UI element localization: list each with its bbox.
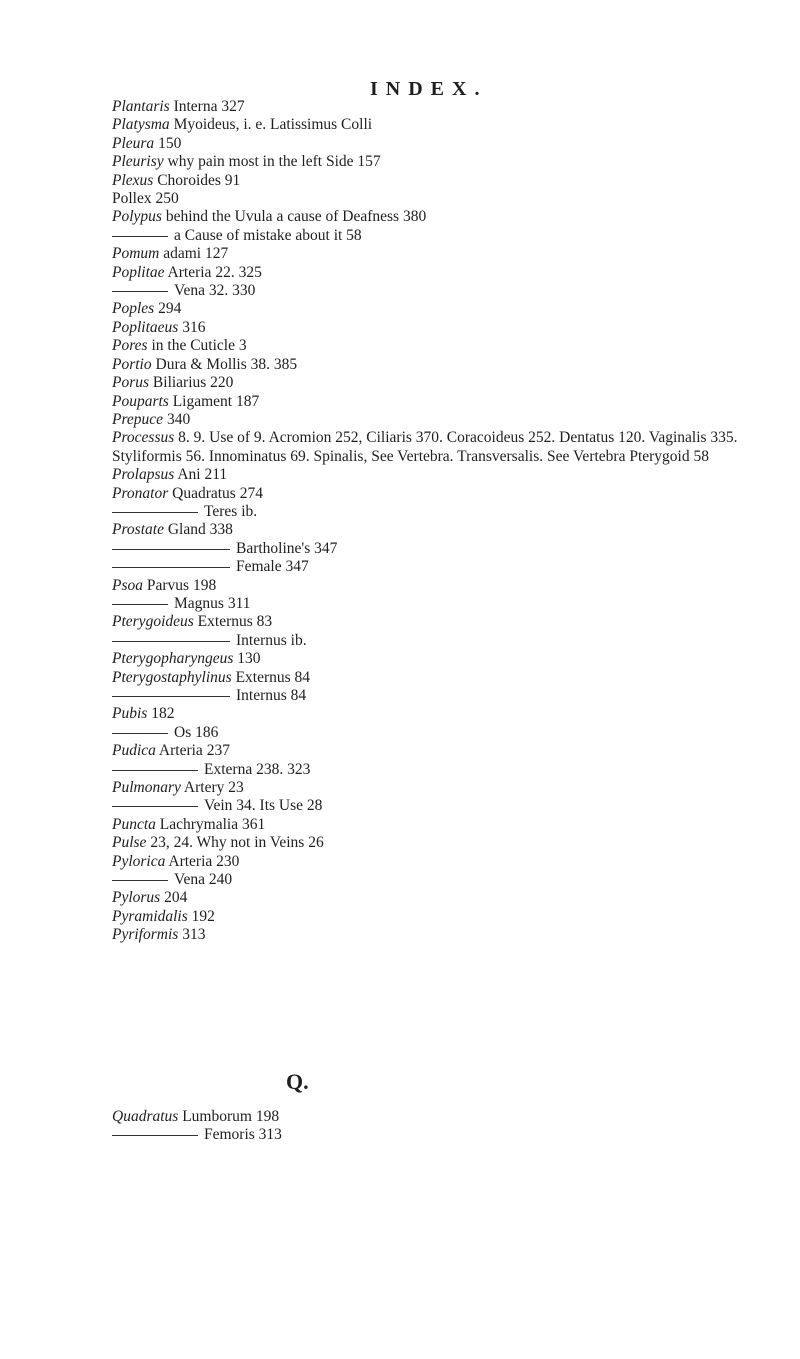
entry-text: Femoris 313 — [204, 1126, 282, 1144]
entry-text: Internus ib. — [236, 631, 307, 649]
index-entry — [112, 871, 800, 889]
index-entry — [112, 1108, 712, 1126]
entry-text: 8. 9. Use of 9. Acromion 252, Ciliaris 370. Coracoideus 252. Dentatus 120. Vaginalis 335. Styliformis 56. Innominatus 69. Spinalis, See Vertebra. Transversalis. See Vertebra Pterygoid 58 — [112, 429, 738, 465]
index-entry — [112, 889, 800, 907]
index-entry — [112, 816, 800, 834]
index-entry — [112, 208, 800, 226]
ditto-dash — [112, 291, 168, 292]
section-letter-q: Q. — [286, 1069, 309, 1094]
entry-keyword: Processus — [112, 429, 175, 447]
entry-text: in the Cuticle 3 — [147, 337, 247, 355]
index-entry — [112, 337, 800, 355]
entry-text: 316 — [178, 318, 206, 336]
entry-keyword: Psoa — [112, 576, 143, 594]
entry-text: Pollex 250 — [112, 190, 179, 208]
index-entry — [112, 540, 800, 558]
entry-keyword: Pyriformis — [112, 926, 179, 944]
entry-text: Biliarius 220 — [149, 374, 234, 392]
index-entry — [112, 282, 800, 300]
entry-keyword: Plantaris — [112, 98, 170, 115]
entry-text: 23, 24. Why not in Veins 26 — [146, 834, 324, 852]
index-entry — [112, 687, 800, 705]
index-entry — [112, 742, 800, 760]
entry-keyword: Prostate — [112, 521, 164, 539]
index-entry — [112, 135, 800, 153]
entry-text: 182 — [147, 705, 175, 723]
entry-keyword: Portio — [112, 355, 152, 373]
entry-text: Myoideus, i. e. Latissimus Colli — [169, 116, 373, 134]
entry-text: 204 — [160, 889, 188, 907]
entry-text: why pain most in the left Side 157 — [163, 153, 381, 171]
entry-text: Bartholine's 347 — [236, 539, 338, 557]
entry-text: Gland 338 — [163, 521, 233, 539]
index-entry — [112, 356, 800, 374]
entry-text: Externa 238. 323 — [204, 760, 311, 778]
index-entry — [112, 521, 800, 539]
entry-text: Lumborum 198 — [178, 1108, 280, 1125]
index-entry — [112, 485, 800, 503]
ditto-dash — [112, 770, 198, 771]
index-entry — [112, 705, 800, 723]
entry-keyword: Pores — [112, 337, 148, 355]
index-entry — [112, 926, 800, 944]
index-entry — [112, 761, 800, 779]
entry-text: behind the Uvula a cause of Deafness 380 — [161, 208, 427, 226]
index-entry — [112, 393, 800, 411]
index-entry — [112, 779, 800, 797]
entry-keyword: Prolapsus — [112, 466, 175, 484]
index-entry — [112, 834, 800, 852]
entry-text: Arteria 22. 325 — [164, 263, 262, 281]
index-entry — [112, 466, 800, 484]
index-entry — [112, 1126, 712, 1144]
index-entry — [112, 650, 800, 668]
index-entry — [112, 411, 800, 429]
index-entry — [112, 374, 800, 392]
entry-text: Magnus 311 — [174, 594, 251, 612]
ditto-dash — [112, 641, 230, 642]
entry-text: Female 347 — [236, 558, 309, 576]
entry-text: Ani 211 — [174, 466, 228, 484]
index-entry — [112, 264, 800, 282]
entry-keyword: Pulmonary — [112, 779, 181, 797]
entry-keyword: Pyramidalis — [112, 907, 188, 925]
entry-text: Arteria 237 — [155, 742, 230, 760]
entry-keyword: Pulse — [112, 834, 147, 852]
entry-keyword: Quadratus — [112, 1108, 179, 1125]
index-entry — [112, 98, 800, 116]
entry-text: Vena 32. 330 — [174, 282, 256, 300]
entry-text: Choroides 91 — [153, 171, 241, 189]
ditto-dash — [112, 604, 168, 605]
index-entry — [112, 172, 800, 190]
entry-text: Teres ib. — [204, 502, 258, 520]
entry-text: Arteria 230 — [165, 852, 240, 870]
index-entry — [112, 116, 800, 134]
entry-text: Os 186 — [174, 723, 219, 741]
index-entries-q — [112, 1108, 712, 1145]
index-entry — [112, 908, 800, 926]
ditto-dash — [112, 567, 230, 568]
entry-text: a Cause of mistake about it 58 — [174, 226, 362, 244]
ditto-dash — [112, 806, 198, 807]
entry-keyword: Pronator — [112, 484, 169, 502]
entry-text: Vena 240 — [174, 871, 233, 889]
index-entry — [112, 724, 800, 742]
entry-keyword: Pterygopharyngeus — [112, 650, 234, 668]
entry-keyword: Pylorica — [112, 852, 166, 870]
entry-keyword: Poples — [112, 300, 155, 318]
index-entry — [112, 429, 800, 466]
entry-text: Internus 84 — [236, 687, 307, 704]
index-entry — [112, 245, 800, 263]
entry-text: Externus 83 — [193, 613, 273, 631]
ditto-dash — [112, 549, 230, 550]
index-entry — [112, 503, 800, 521]
entry-text: 313 — [178, 926, 206, 944]
entry-keyword: Porus — [112, 374, 150, 392]
entry-text: 340 — [163, 410, 191, 428]
entry-text: adami 127 — [159, 245, 229, 263]
entry-keyword: Pouparts — [112, 392, 169, 410]
entry-keyword: Platysma — [112, 116, 170, 134]
entry-keyword: Plexus — [112, 171, 154, 189]
entry-text: Vein 34. Its Use 28 — [204, 797, 323, 815]
ditto-dash — [112, 1135, 198, 1136]
page-header: INDEX. — [370, 78, 488, 100]
entry-keyword: Prepuce — [112, 410, 164, 428]
entry-text: 150 — [154, 134, 182, 152]
entry-keyword: Pomum — [112, 245, 160, 263]
entry-keyword: Polypus — [112, 208, 162, 226]
entry-text: Artery 23 — [180, 779, 244, 797]
entry-keyword: Poplitae — [112, 263, 165, 281]
entry-keyword: Pleura — [112, 134, 155, 152]
ditto-dash — [112, 880, 168, 881]
index-entry — [112, 319, 800, 337]
index-entry — [112, 613, 800, 631]
index-entry — [112, 797, 800, 815]
ditto-dash — [112, 512, 198, 513]
index-entry — [112, 853, 800, 871]
index-entry — [112, 153, 800, 171]
entry-text: Parvus 198 — [143, 576, 217, 594]
entry-keyword: Puncta — [112, 815, 156, 833]
entry-keyword: Pubis — [112, 705, 148, 723]
ditto-dash — [112, 733, 168, 734]
index-entry — [112, 227, 800, 245]
entry-text: 192 — [187, 907, 215, 925]
entry-text: Externus 84 — [231, 668, 311, 686]
index-entry — [112, 558, 800, 576]
index-entry — [112, 632, 800, 650]
entry-keyword: Pylorus — [112, 889, 161, 907]
entry-keyword: Pterygostaphylinus — [112, 668, 232, 686]
entry-text: 130 — [233, 650, 261, 668]
entry-text: Ligament 187 — [168, 392, 260, 410]
index-entry — [112, 190, 800, 208]
index-entry — [112, 577, 800, 595]
index-entries-p — [112, 98, 800, 945]
entry-text: 294 — [154, 300, 182, 318]
entry-text: Interna 327 — [169, 98, 245, 115]
ditto-dash — [112, 696, 230, 697]
entry-text: Lachrymalia 361 — [155, 815, 266, 833]
ditto-dash — [112, 236, 168, 237]
index-entry — [112, 669, 800, 687]
entry-keyword: Pterygoideus — [112, 613, 194, 631]
entry-keyword: Poplitaeus — [112, 318, 179, 336]
index-entry — [112, 595, 800, 613]
entry-text: Quadratus 274 — [168, 484, 263, 502]
index-entry — [112, 300, 800, 318]
entry-keyword: Pleurisy — [112, 153, 164, 171]
entry-text: Dura & Mollis 38. 385 — [151, 355, 298, 373]
entry-keyword: Pudica — [112, 742, 156, 760]
